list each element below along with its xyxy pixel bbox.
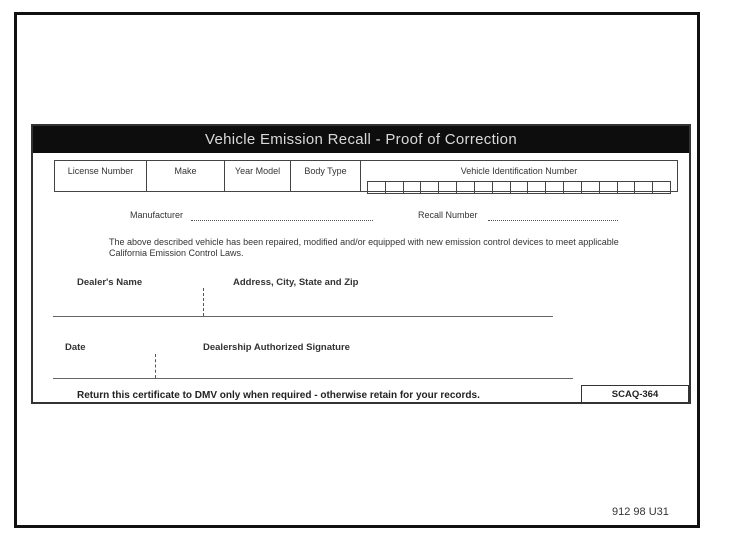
vin-character-box — [475, 182, 493, 193]
recall-certificate — [31, 124, 691, 404]
date-divider — [155, 354, 156, 378]
vin-character-box — [635, 182, 653, 193]
footer-note: Return this certificate to DMV only when required - otherwise retain for your records. — [77, 390, 480, 401]
form-number: SCAQ-364 — [581, 385, 689, 404]
vin-character-box — [421, 182, 439, 193]
vin-character-box — [528, 182, 546, 193]
vin-character-box — [404, 182, 422, 193]
vin-character-box — [511, 182, 529, 193]
vin-character-box — [582, 182, 600, 193]
manufacturer-line — [191, 220, 373, 221]
vin-character-box — [386, 182, 404, 193]
manufacturer-label: Manufacturer — [130, 210, 184, 220]
year-model-header: Year Model — [225, 161, 291, 191]
recall-number-label: Recall Number — [418, 210, 478, 220]
vin-character-box — [368, 182, 386, 193]
vin-character-box — [439, 182, 457, 193]
date-label: Date — [65, 342, 86, 353]
image-code: 912 98 U31 — [612, 506, 669, 518]
dealer-name-label: Dealer's Name — [77, 277, 143, 288]
vin-character-box — [564, 182, 582, 193]
vin-character-box — [653, 182, 670, 193]
vin-header: Vehicle Identification Number — [361, 161, 677, 191]
recall-number-line — [488, 220, 618, 221]
dealer-divider — [203, 288, 204, 316]
signature-line — [53, 378, 573, 379]
dealer-line — [53, 316, 553, 317]
license-number-header: License Number — [55, 161, 147, 191]
make-header: Make — [147, 161, 225, 191]
certificate-title: Vehicle Emission Recall - Proof of Correction — [33, 126, 689, 153]
vin-box-row — [367, 181, 671, 194]
body-type-header: Body Type — [291, 161, 361, 191]
vehicle-info-header — [54, 160, 678, 192]
certification-statement: The above described vehicle has been repaired, modified and/or equipped with new emission control devices to meet applicable California Emission Control Laws. — [109, 237, 619, 258]
address-label: Address, City, State and Zip — [233, 277, 359, 288]
signature-label: Dealership Authorized Signature — [203, 342, 350, 353]
vin-character-box — [546, 182, 564, 193]
vin-character-box — [600, 182, 618, 193]
vin-character-box — [493, 182, 511, 193]
vin-character-box — [618, 182, 636, 193]
vin-character-box — [457, 182, 475, 193]
